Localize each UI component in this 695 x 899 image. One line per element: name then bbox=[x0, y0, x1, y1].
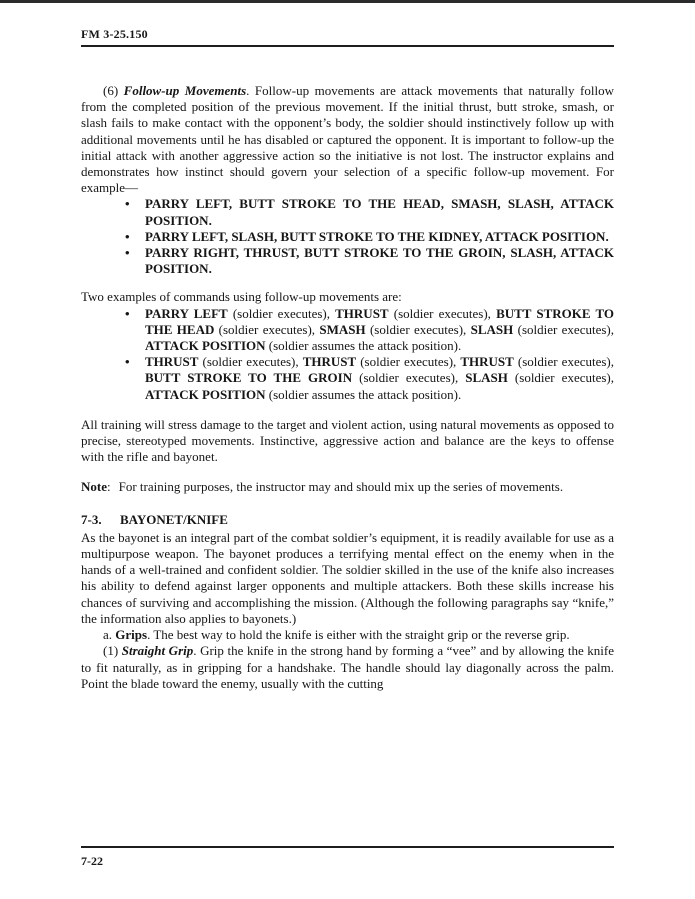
paragraph-two-examples: Two examples of commands using follow-up movements are: bbox=[81, 289, 402, 305]
section-heading bbox=[81, 512, 614, 528]
page-footer bbox=[81, 846, 614, 899]
command-list-item-text: PARRY LEFT, SLASH, BUTT STROKE TO THE KIDNEY, ATTACK POSITION. bbox=[145, 228, 609, 244]
command-list-2 bbox=[81, 306, 614, 403]
command-list-item-text: PARRY RIGHT, THRUST, BUTT STROKE TO THE GROIN, SLASH, ATTACK POSITION. bbox=[145, 245, 614, 277]
command-list-item-text: THRUST (soldier executes), THRUST (soldier executes), THRUST (soldier executes), BUTT STROKE TO THE GROIN (soldier executes), SLASH (soldier executes), ATTACK POSITION (soldier assumes the attack position). bbox=[145, 354, 615, 402]
document-body bbox=[81, 83, 614, 692]
bullet-icon: • bbox=[125, 354, 130, 370]
bullet-icon: • bbox=[125, 305, 130, 321]
paragraph-straight-grip: (1) Straight Grip. Grip the knife in the strong hand by forming a “vee” and by allowing the knife to fit naturally, as in gripping for a handshake. The handle should lay diagonally across the palm. Point the blade toward the enemy, usually with the cutting bbox=[81, 643, 614, 691]
command-list-1 bbox=[81, 196, 614, 277]
command-list-item bbox=[125, 354, 615, 403]
header-title: FM 3-25.150 bbox=[81, 27, 148, 41]
command-list-item bbox=[125, 228, 614, 245]
note-label: Note bbox=[81, 479, 107, 495]
command-list-item-text: PARRY LEFT (soldier executes), THRUST (soldier executes), BUTT STROKE TO THE HEAD (soldier executes), SMASH (soldier executes), SLASH (soldier executes), ATTACK POSITION (soldier assumes the attack position). bbox=[145, 305, 614, 354]
header-rule bbox=[81, 45, 614, 47]
footer-rule bbox=[81, 846, 614, 848]
paragraph-grips: a. Grips. The best way to hold the knife is either with the straight grip or the reverse grip. bbox=[103, 627, 570, 643]
paragraph-followup-movements: (6) Follow-up Movements. Follow-up movements are attack movements that naturally follow from the completed position of the previous movement. If the initial thrust, butt stroke, smash, or slash fails to make contact with the opponent’s body, the soldier should instinctively follow up with additional movements until he has disabled or captured the opponent. It is important to follow-up the initial attack with another aggressive action so the initiative is not lost. The instructor explains and demonstrates how instinct should govern your selection of a specific follow-up movement. For example— bbox=[81, 83, 614, 196]
command-list-item bbox=[125, 305, 614, 355]
page-header bbox=[81, 0, 614, 47]
command-list-item-text: PARRY LEFT, BUTT STROKE TO THE HEAD, SMASH, SLASH, ATTACK POSITION. bbox=[145, 196, 614, 228]
bullet-icon: • bbox=[125, 228, 130, 244]
note-colon: : bbox=[107, 479, 111, 495]
paragraph-bayonet-knife: As the bayonet is an integral part of the combat soldier’s equipment, it is readily available for use as a multipurpose weapon. The bayonet produces a terrifying mental effect on the enemy when in the hands of a well-trained and confident soldier. The soldier skilled in the use of the knife also increases his ability to defend against larger opponents and multiple attackers. Both these skills increase his chances of surviving and accomplishing the mission. (Although the following paragraphs say “knife,” the information also applies to bayonets.) bbox=[81, 529, 614, 626]
section-title: BAYONET/KNIFE bbox=[120, 511, 228, 527]
note-paragraph bbox=[81, 479, 614, 495]
bullet-icon: • bbox=[125, 245, 130, 261]
command-list-item bbox=[125, 245, 614, 277]
bullet-icon: • bbox=[125, 196, 130, 212]
note-text: For training purposes, the instructor may and should mix up the series of movements. bbox=[118, 479, 564, 495]
command-list-item bbox=[125, 196, 614, 228]
page-top-edge bbox=[0, 0, 695, 3]
footer-page-number: 7-22 bbox=[81, 854, 103, 868]
section-number: 7-3. bbox=[81, 511, 102, 527]
paragraph-all-training: All training will stress damage to the target and violent action, using natural movements as opposed to precise, stereotyped movements. Instinctive, aggressive action and balance are the keys to offense with the rifle and bayonet. bbox=[81, 416, 614, 465]
